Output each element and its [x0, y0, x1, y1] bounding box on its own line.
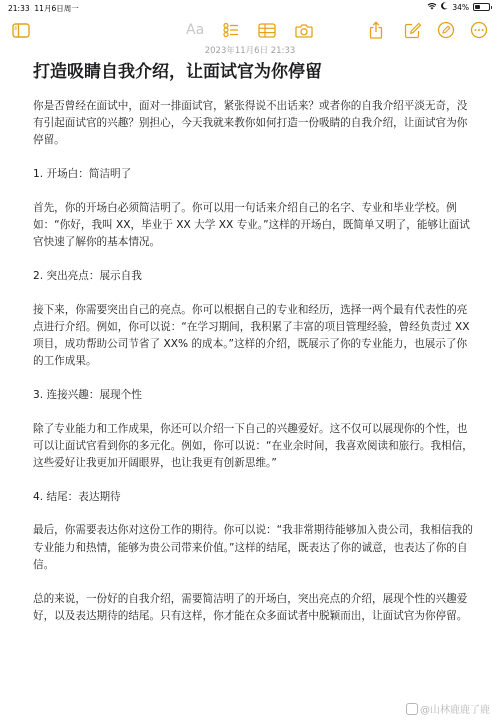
section-heading: 2. 突出亮点：展示自我 — [33, 269, 142, 282]
markup-pen-icon[interactable] — [437, 20, 455, 40]
status-bar — [0, 0, 500, 14]
notes-toolbar — [0, 18, 500, 42]
more-options-icon[interactable] — [470, 20, 488, 40]
section-paragraph: 接下来，你需要突出自己的亮点。你可以根据自己的专业和经历，选择一两个最有代表性的亮点进行介绍。例如，你可以说：“在学习期间，我积累了丰富的项目管理经验，曾经负责过 XX 项目，成功帮助公司节省了 XX% 的成本。”这样的介绍，既展示了你的专业能力，也展示了你的工作成果。 — [33, 303, 470, 368]
status-date: 11月6日周一 — [34, 4, 79, 13]
conclusion-paragraph: 总的来说，一份好的自我介绍，需要简洁明了的开场白，突出亮点的介绍，展现个性的兴趣爱好，以及表达期待的结尾。只有这样，你才能在众多面试者中脱颖而出，让面试官为你停留。 — [33, 592, 468, 622]
battery-icon — [473, 3, 490, 11]
share-icon[interactable] — [369, 20, 383, 40]
note-body[interactable] — [33, 60, 473, 641]
compose-icon[interactable] — [404, 20, 422, 40]
status-indicators — [427, 2, 490, 12]
section-paragraph: 最后，你需要表达你对这份工作的期待。你可以说：“我非常期待能够加入贵公司，我相信我的专业能力和热情，能够为贵公司带来价值。”这样的结尾，既表达了你的诚意，也表达了你的自信。 — [33, 524, 473, 571]
battery-percent: 34% — [452, 2, 469, 12]
battery-level — [475, 5, 480, 9]
status-time: 21:33 11月6日周一 — [8, 4, 79, 13]
note-date: 2023年11月6日 21:33 — [204, 46, 296, 56]
note-title: 打造吸睛自我介绍，让面试官为你停留 — [33, 62, 322, 82]
wifi-icon — [427, 2, 437, 12]
text-format-button[interactable]: Aa — [186, 22, 205, 38]
section-heading: 3. 连接兴趣：展现个性 — [33, 388, 142, 401]
intro-paragraph: 你是否曾经在面试中，面对一排面试官，紧张得说不出话来？或者你的自我介绍平淡无奇，没有引起面试官的兴趣？别担心，今天我就来教你如何打造一份吸睛的自我介绍，让面试官为你停留。 — [33, 100, 468, 147]
sidebar-toggle-icon[interactable] — [12, 20, 30, 40]
watermark-logo-icon — [406, 703, 418, 715]
watermark-text: @山林鹿鹿了鹿 — [420, 705, 490, 716]
checklist-icon[interactable] — [223, 20, 239, 40]
moon-icon — [441, 2, 448, 12]
camera-icon[interactable] — [295, 20, 313, 40]
section-heading: 1. 开场白：简洁明了 — [33, 168, 132, 181]
section-heading: 4. 结尾：表达期待 — [33, 490, 121, 503]
section-paragraph: 首先，你的开场白必须简洁明了。你可以用一句话来介绍自己的名字、专业和毕业学校。例如：“你好，我叫 XX，毕业于 XX 大学 XX 专业。”这样的开场白，既简单又明了，能够让面试官快速了解你的基本情况。 — [33, 201, 470, 249]
table-icon[interactable] — [258, 20, 276, 40]
watermark — [406, 701, 490, 716]
section-paragraph: 除了专业能力和工作成果，你还可以介绍一下自己的兴趣爱好。这不仅可以展现你的个性，也可以让面试官看到你的多元化。例如，你可以说：“在业余时间，我喜欢阅读和旅行。我相信，这些爱好让我更加开阔眼界，也让我更有创新思维。” — [33, 422, 473, 470]
